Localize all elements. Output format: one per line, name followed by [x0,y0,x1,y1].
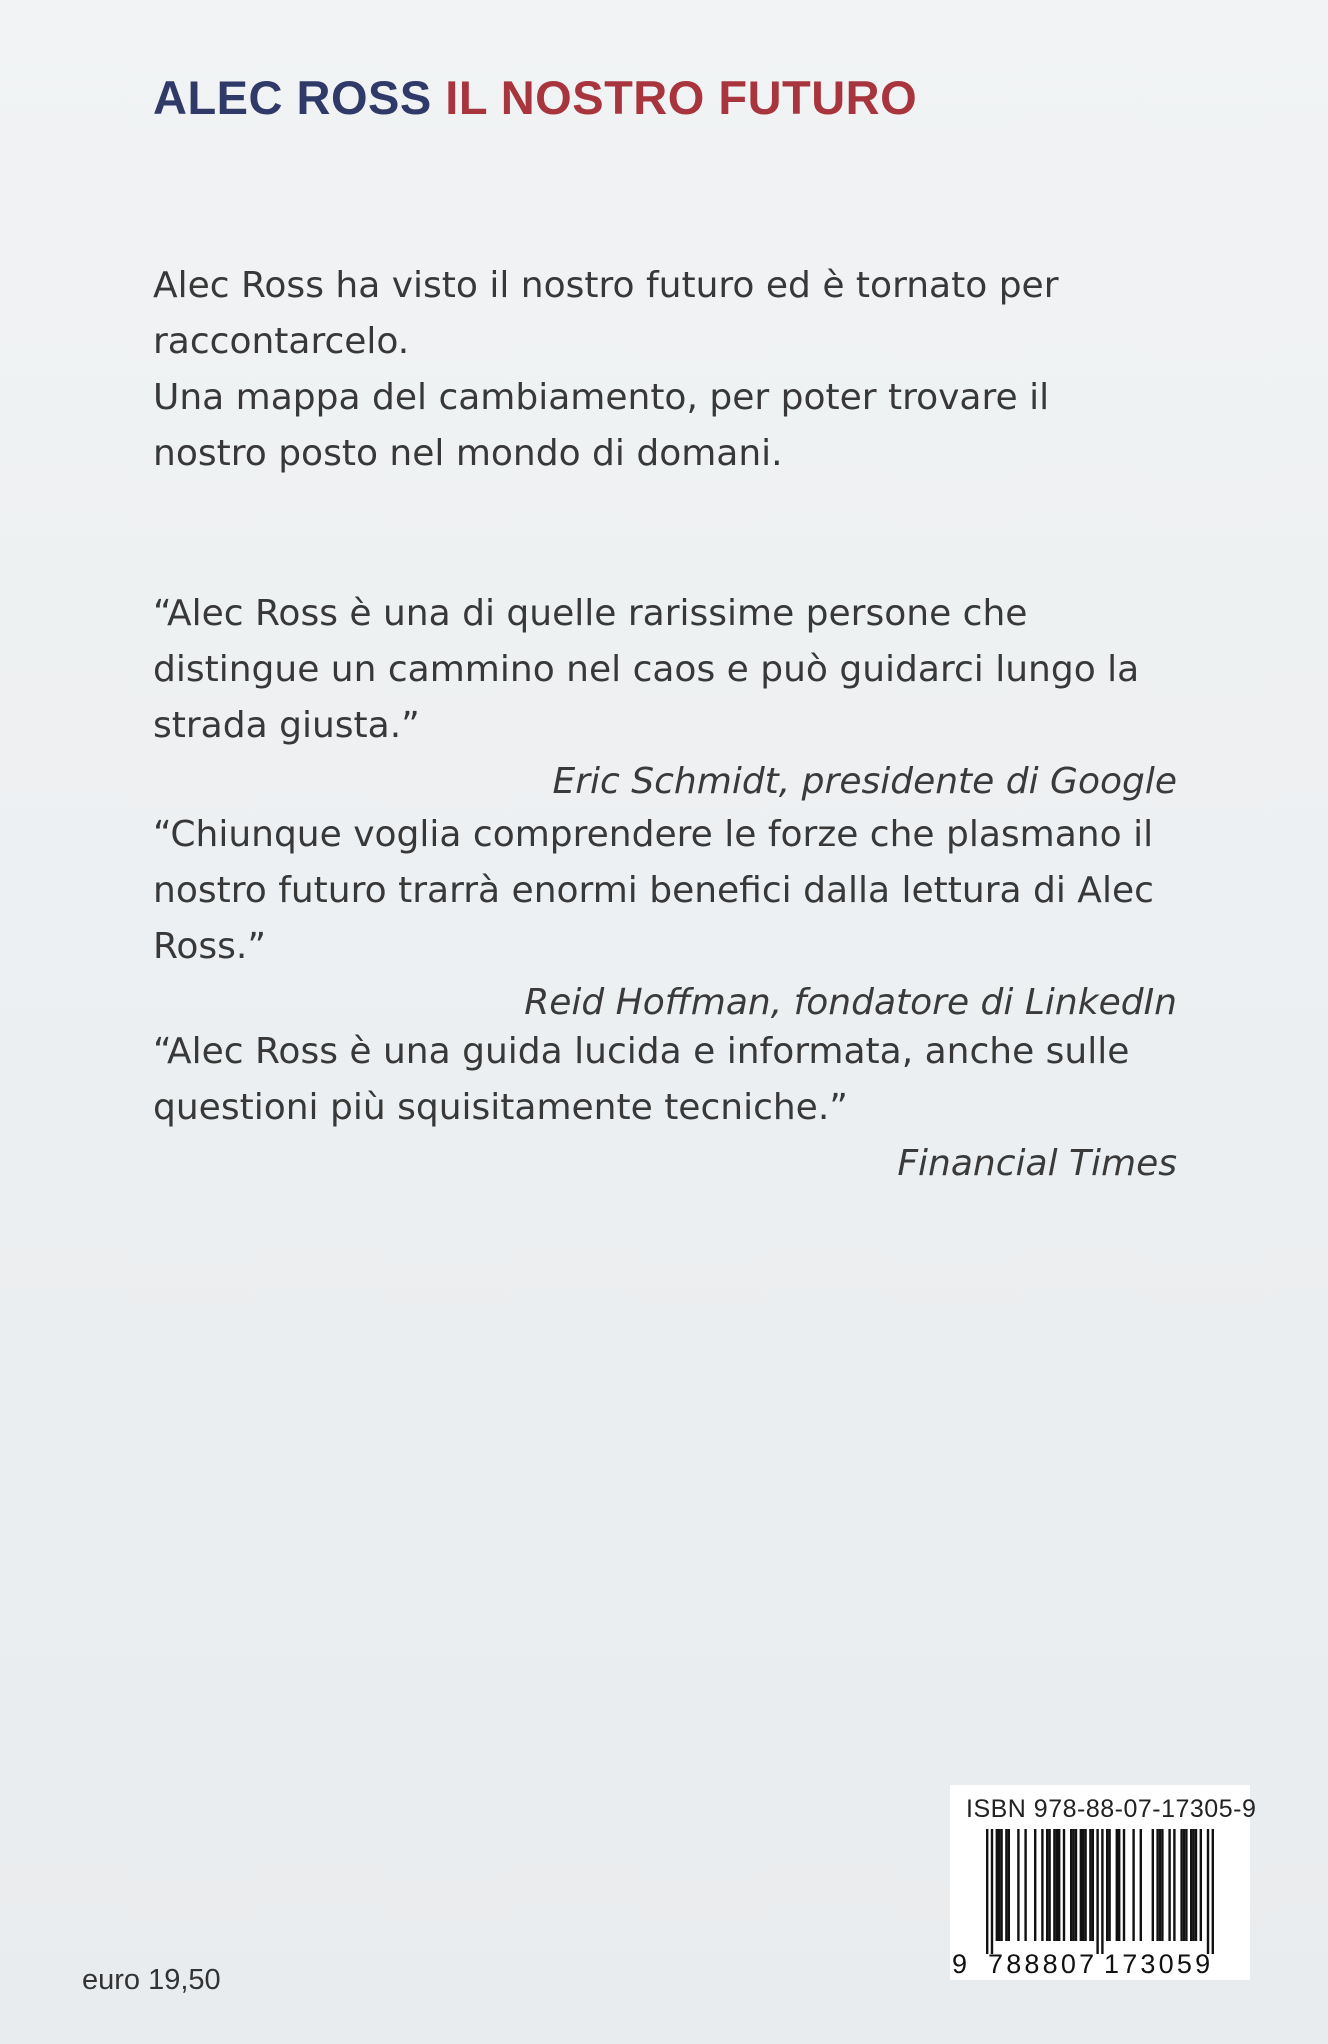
barcode-bar [1080,1829,1082,1941]
barcode-bar [1041,1829,1043,1941]
barcode-bar [1089,1829,1091,1941]
barcode-bar [1195,1829,1197,1941]
barcode-bar [1116,1829,1118,1941]
review-quote-1 [153,586,1177,810]
blurb [153,258,1173,482]
barcode-lead-digit: 9 [952,1949,968,1979]
quote-text: “Chiunque voglia comprendere le forze che plasmano il nostro futuro trarrà enormi benefici dalla lettura di Alec Ross.” [153,814,1154,967]
barcode-bar [1168,1829,1170,1941]
barcode-bar [1058,1829,1060,1941]
barcode-bar [1152,1829,1154,1941]
quote-attribution: Eric Schmidt, presidente di Google [552,761,1177,802]
barcode-bar [1072,1829,1074,1941]
blurb-paragraph-2: Una mappa del cambiamento, per poter trovare il nostro posto nel mondo di domani. [153,377,1050,474]
barcode-bar [1118,1829,1120,1941]
barcode-bar [998,1829,1000,1941]
barcode-bar [1082,1829,1084,1941]
blurb-paragraph-1: Alec Ross ha visto il nostro futuro ed è tornato per raccontarcelo. [153,265,1059,362]
barcode-bar [1092,1829,1094,1941]
barcode-bar [1024,1829,1026,1941]
barcode-bar [1063,1829,1065,1941]
barcode-bar [1096,1829,1098,1954]
barcode-bar [1075,1829,1077,1941]
quote-attribution: Reid Hoffman, fondatore di LinkedIn [524,982,1177,1023]
barcode-right-digits: 173059 [1104,1949,1214,1979]
isbn-barcode [950,1785,1257,1980]
barcode-bar [1185,1829,1187,1941]
quote-text: “Alec Ross è una guida lucida e informata, anche sulle questioni più squisitamente tecniche.” [153,1031,1130,1128]
barcode-bar [1192,1829,1194,1941]
price-label: euro 19,50 [82,1964,221,1996]
barcode-bar [1005,1829,1007,1941]
barcode-bar [1056,1829,1058,1941]
barcode-bar [1053,1829,1055,1941]
barcode-bar [1207,1829,1209,1954]
barcode-bar [1101,1829,1103,1954]
barcode-bar [1183,1829,1185,1941]
barcode-bar [1173,1829,1175,1941]
barcode-bar [1161,1829,1163,1941]
isbn-label: ISBN 978-88-07-17305-9 [966,1795,1257,1823]
barcode-bar [1140,1829,1142,1941]
barcode-bar [1132,1829,1134,1941]
author-name: ALEC ROSS [153,71,432,124]
barcode-bar [1034,1829,1036,1941]
barcode-bar [1159,1829,1161,1941]
barcode-bar [991,1829,993,1954]
barcode-bar [1046,1829,1048,1941]
barcode-bar [1008,1829,1010,1941]
barcode-bar [1048,1829,1050,1941]
barcode-bar [996,1829,998,1941]
barcode-bars [950,1829,1250,1954]
barcode-bar [1123,1829,1125,1941]
barcode-bar [1017,1829,1019,1941]
barcode-bar [1180,1829,1182,1941]
review-quote-2 [153,807,1177,1031]
barcode-bar [986,1829,988,1954]
barcode-bar [1200,1829,1202,1941]
barcode-bar [1084,1829,1086,1941]
quote-text: “Alec Ross è una di quelle rarissime persone che distingue un cammino nel caos e può guidarci lungo la strada giusta.” [153,593,1140,746]
barcode-bar [1212,1829,1214,1954]
book-title: IL NOSTRO FUTURO [445,71,918,124]
barcode-bar [1000,1829,1002,1941]
barcode-left-digits: 788807 [988,1949,1098,1979]
barcode-bar [1108,1829,1110,1941]
review-quote-3 [153,1024,1177,1192]
barcode-bar [1190,1829,1192,1941]
barcode-bar [1106,1829,1108,1941]
barcode-bar [1156,1829,1158,1941]
quote-attribution: Financial Times [897,1143,1177,1184]
barcode-bar [1070,1829,1072,1941]
cover-header [153,70,917,125]
